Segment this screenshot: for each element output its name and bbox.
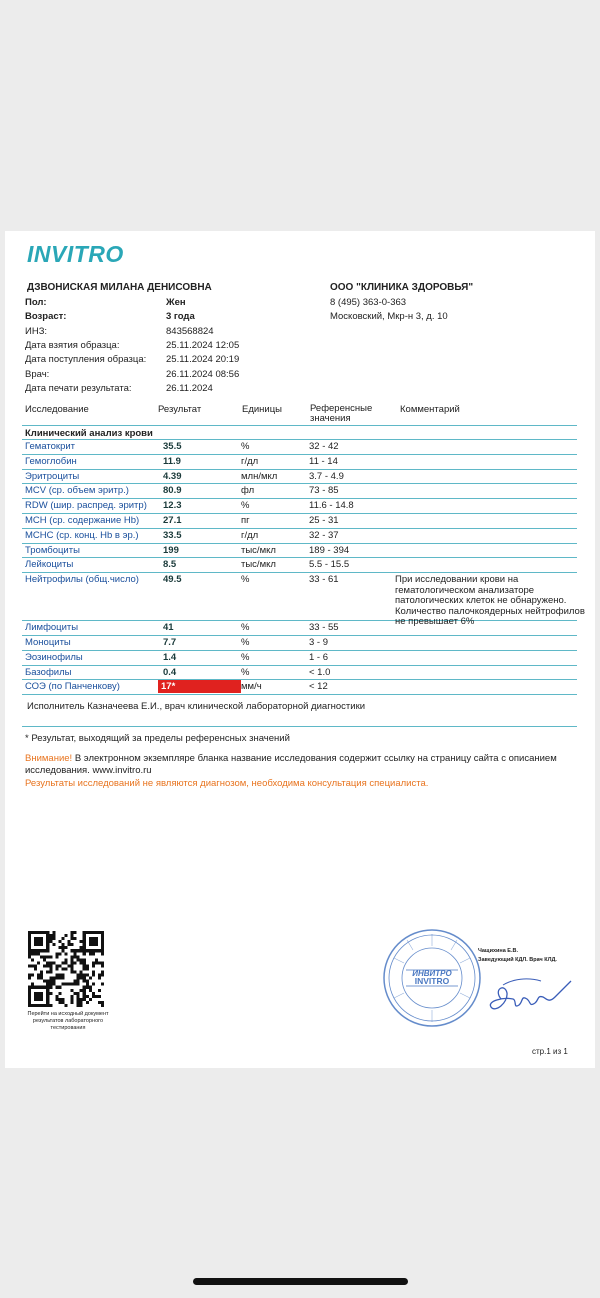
test-name[interactable]: Базофилы bbox=[25, 666, 72, 678]
row-comment: При исследовании крови на гематологическом анализаторе патологических клеток не обнаружено. Количество палочкоядерных нейтрофилов не превышает 6% bbox=[395, 574, 585, 628]
result-value: 33.5 bbox=[163, 529, 182, 541]
col-header-reference: Референсные значения bbox=[310, 403, 373, 424]
warning-notice bbox=[25, 753, 580, 777]
home-indicator[interactable] bbox=[193, 1278, 408, 1285]
info-value: 26.11.2024 08:56 bbox=[166, 368, 240, 380]
test-name[interactable]: Моноциты bbox=[25, 637, 71, 648]
test-name[interactable]: Гематокрит bbox=[25, 441, 76, 452]
unit: фл bbox=[241, 485, 255, 497]
test-name[interactable]: СОЭ (по Панченкову) bbox=[25, 681, 120, 693]
test-name[interactable]: RDW (шир. распред. эритр) bbox=[25, 500, 147, 512]
reference-range: 25 - 31 bbox=[309, 515, 339, 526]
executor-line: Исполнитель Казначеева Е.И., врач клинической лабораторной диагностики bbox=[27, 701, 366, 712]
unit: % bbox=[241, 500, 250, 512]
reference-range: 3.7 - 4.9 bbox=[309, 470, 344, 482]
unit: тыс/мкл bbox=[241, 544, 276, 556]
test-name[interactable]: Лейкоциты bbox=[25, 559, 74, 571]
out-of-range-footnote: * Результат, выходящий за пределы референсных значений bbox=[25, 733, 290, 744]
clinic-phone: 8 (495) 363-0-363 bbox=[330, 297, 407, 308]
reference-range: 5.5 - 15.5 bbox=[309, 559, 350, 571]
table-row bbox=[22, 514, 577, 529]
test-name[interactable]: MCHC (ср. конц. Hb в эр.) bbox=[25, 529, 139, 541]
result-value: 35.5 bbox=[163, 441, 182, 452]
svg-text:INVITRO: INVITRO bbox=[414, 976, 450, 986]
test-name[interactable]: Тромбоциты bbox=[25, 544, 80, 556]
info-value: Жен bbox=[166, 297, 186, 308]
result-value: 8.5 bbox=[163, 559, 177, 571]
reference-range: 33 - 61 bbox=[309, 574, 339, 586]
result-value: 12.3 bbox=[163, 500, 182, 512]
unit: % bbox=[241, 666, 250, 678]
reference-range: < 1.0 bbox=[309, 666, 331, 678]
unit: млн/мкл bbox=[241, 470, 278, 482]
result-value: 41 bbox=[163, 622, 174, 634]
unit: г/дл bbox=[241, 455, 259, 467]
result-value: 49.5 bbox=[163, 574, 182, 586]
reference-range: < 12 bbox=[309, 681, 328, 693]
test-name[interactable]: Гемоглобин bbox=[25, 455, 77, 467]
patient-name: ДЗВОНИСКАЯ МИЛАНА ДЕНИСОВНА bbox=[27, 282, 212, 293]
executor-divider bbox=[22, 726, 577, 727]
table-row bbox=[22, 440, 577, 455]
result-value: 80.9 bbox=[163, 485, 182, 497]
reference-range: 11 - 14 bbox=[309, 455, 338, 467]
stamp-seal bbox=[382, 928, 482, 1028]
reference-range: 33 - 55 bbox=[309, 622, 339, 634]
reference-range: 32 - 42 bbox=[309, 441, 339, 452]
info-value: 25.11.2024 20:19 bbox=[166, 354, 240, 366]
info-label: Возраст: bbox=[25, 311, 67, 323]
info-label: Дата взятия образца: bbox=[25, 339, 120, 351]
signature bbox=[483, 969, 573, 1019]
table-row bbox=[22, 544, 577, 559]
col-header-study: Исследование bbox=[25, 404, 89, 415]
result-value: 4.39 bbox=[163, 470, 182, 482]
unit: г/дл bbox=[241, 529, 259, 541]
qr-caption: Перейти на исходный документ результатов лабораторного тестирования bbox=[27, 1011, 109, 1031]
table-row bbox=[22, 455, 577, 470]
test-name[interactable]: MCV (ср. объем эритр.) bbox=[25, 485, 129, 497]
unit: пг bbox=[241, 515, 250, 526]
warning-prefix: Внимание! bbox=[25, 753, 73, 764]
lab-report-page bbox=[5, 231, 595, 1068]
reference-range: 73 - 85 bbox=[309, 485, 339, 497]
table-row bbox=[22, 470, 577, 485]
reference-range: 189 - 394 bbox=[309, 544, 350, 556]
unit: % bbox=[241, 441, 250, 452]
info-label: Дата поступления образца: bbox=[25, 354, 147, 366]
info-value: 3 года bbox=[166, 311, 195, 323]
table-row bbox=[22, 499, 577, 514]
table-row bbox=[22, 621, 577, 636]
signatory bbox=[478, 947, 557, 965]
info-label: ИНЗ: bbox=[25, 325, 48, 337]
section-title: Клинический анализ крови bbox=[25, 428, 153, 439]
info-label: Врач: bbox=[25, 368, 50, 380]
col-header-units: Единицы bbox=[242, 404, 283, 415]
table-row bbox=[22, 666, 577, 681]
test-name[interactable]: Эритроциты bbox=[25, 470, 80, 482]
result-value: 1.4 bbox=[163, 651, 177, 663]
unit: % bbox=[241, 622, 250, 634]
table-row bbox=[22, 636, 577, 651]
info-value: 25.11.2024 12:05 bbox=[166, 339, 240, 351]
table-row bbox=[22, 484, 577, 499]
disclaimer: Результаты исследований не являются диагнозом, необходима консультация специалиста. bbox=[25, 778, 429, 789]
table-row bbox=[22, 680, 577, 695]
unit: % bbox=[241, 651, 250, 663]
reference-range: 11.6 - 14.8 bbox=[309, 500, 354, 512]
clinic-address: Московский, Мкр-н 3, д. 10 bbox=[330, 311, 448, 322]
info-label: Дата печати результата: bbox=[25, 382, 132, 394]
header-divider bbox=[22, 425, 577, 426]
signatory-title: Заведующий КДЛ. Врач КЛД. bbox=[478, 957, 557, 963]
reference-range: 3 - 9 bbox=[309, 637, 329, 648]
result-value: 17* bbox=[158, 680, 241, 693]
clinic-name: ООО "КЛИНИКА ЗДОРОВЬЯ" bbox=[330, 282, 474, 293]
test-name[interactable]: MCH (ср. содержание Hb) bbox=[25, 515, 140, 526]
result-value: 0.4 bbox=[163, 666, 177, 678]
table-row bbox=[22, 558, 577, 573]
info-label: Пол: bbox=[25, 297, 47, 308]
warning-text: В электронном экземпляре бланка название исследования содержит ссылку на страницу сайта с описанием исследования. www.invitro.ru bbox=[25, 753, 557, 776]
col-header-comment: Комментарий bbox=[400, 404, 460, 415]
test-name[interactable]: Нейтрофилы (общ.число) bbox=[25, 574, 139, 586]
col-header-result: Результат bbox=[158, 404, 202, 415]
info-value: 843568824 bbox=[166, 325, 214, 337]
invitro-logo: INVITRO bbox=[27, 241, 124, 267]
page-number: стр.1 из 1 bbox=[532, 1047, 568, 1056]
table-row bbox=[22, 529, 577, 544]
result-value: 27.1 bbox=[163, 515, 182, 526]
unit: мм/ч bbox=[241, 681, 262, 693]
info-value: 26.11.2024 bbox=[166, 382, 213, 394]
unit: тыс/мкл bbox=[241, 559, 276, 571]
unit: % bbox=[241, 637, 250, 648]
reference-range: 32 - 37 bbox=[309, 529, 339, 541]
reference-range: 1 - 6 bbox=[309, 651, 329, 663]
result-value: 7.7 bbox=[163, 637, 177, 648]
table-row bbox=[22, 651, 577, 666]
test-name[interactable]: Лимфоциты bbox=[25, 622, 79, 634]
result-value: 199 bbox=[163, 544, 179, 556]
result-value: 11.9 bbox=[163, 455, 181, 467]
test-name[interactable]: Эозинофилы bbox=[25, 651, 83, 663]
svg-text:ИНВИТРО: ИНВИТРО bbox=[412, 969, 452, 978]
qr-code[interactable] bbox=[27, 931, 105, 1007]
unit: % bbox=[241, 574, 250, 586]
signatory-name: Чащихина Е.В. bbox=[478, 948, 518, 954]
